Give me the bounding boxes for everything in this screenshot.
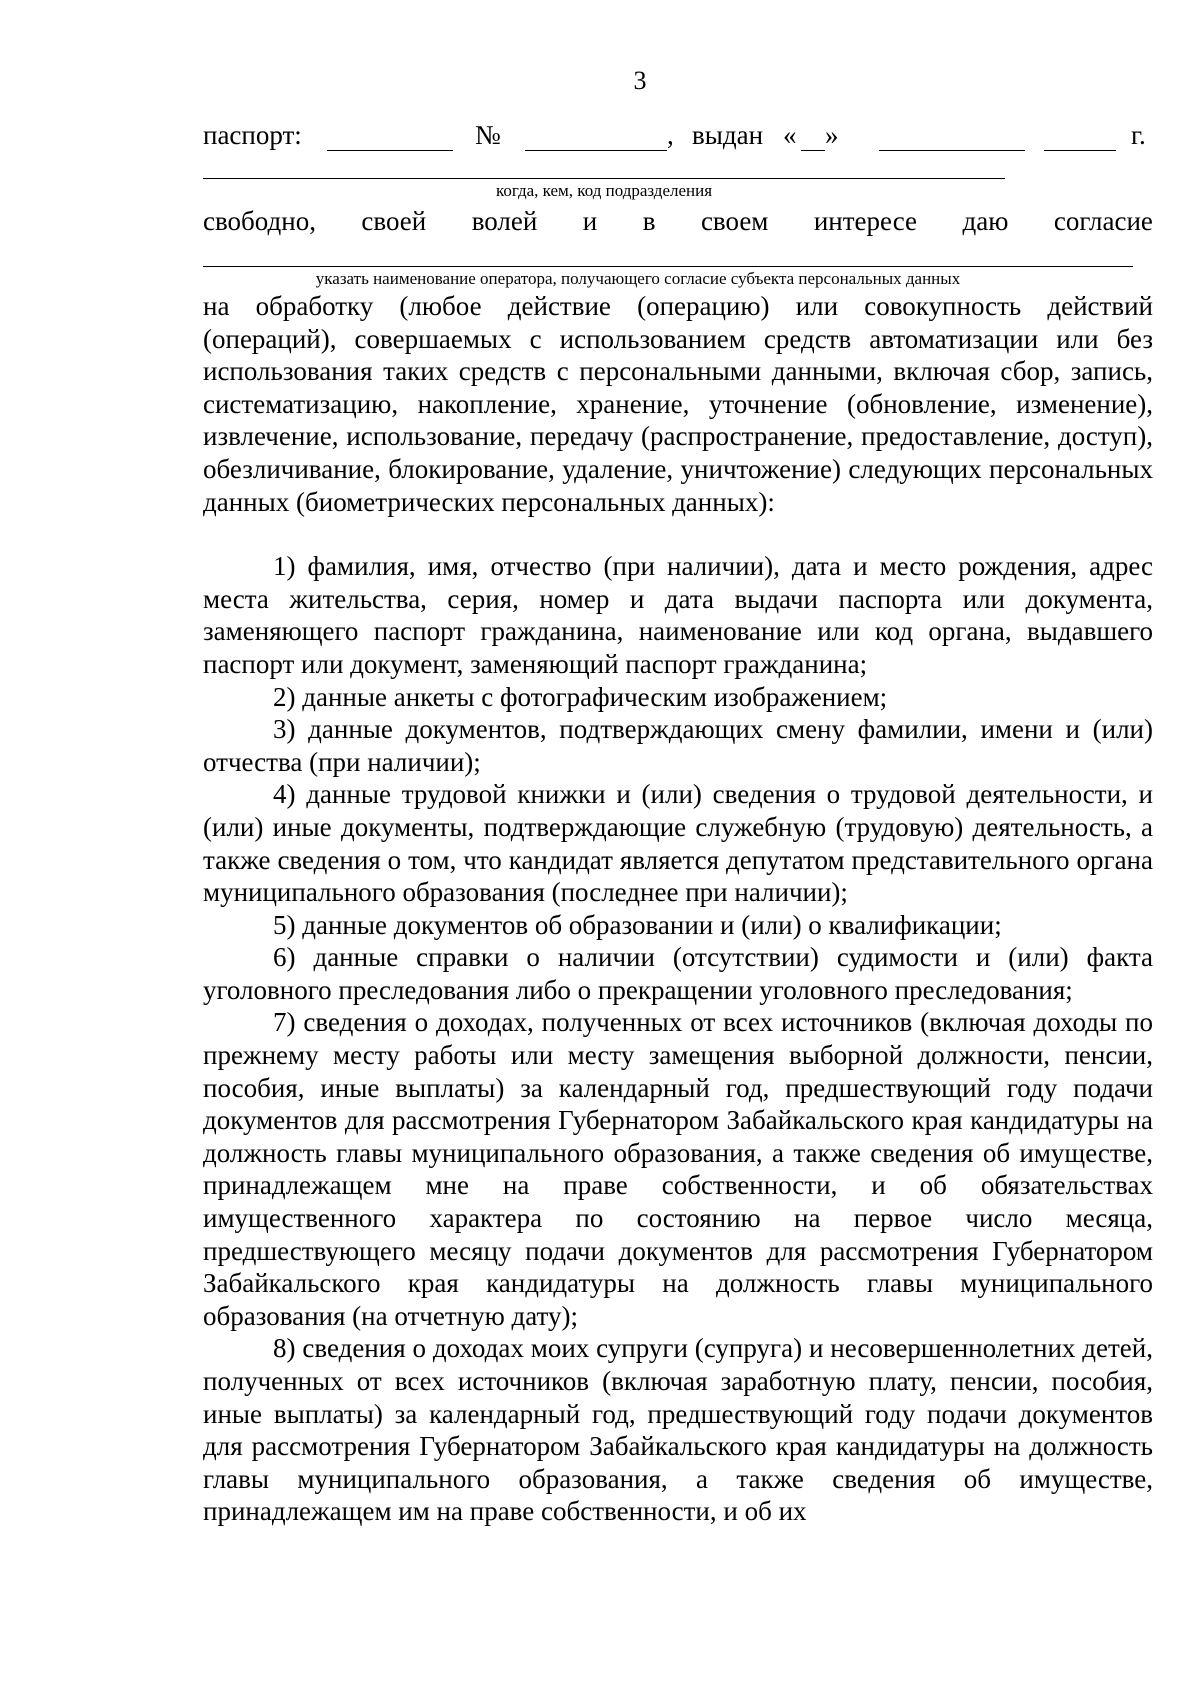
consent-word: волей xyxy=(471,206,538,236)
paragraph-gap xyxy=(203,518,1153,550)
year-suffix: г. xyxy=(1131,120,1146,150)
intro-paragraph: на обработку (любое действие (операцию) или совокупность действий (операций), совершаемых с использованием средств автоматизации или без использования таких средств с персональными данными, включая сбор, запись, систематизацию, накопление, хранение, уточнение (обновление, изменение), извлечение, использование, передачу (распространение, предоставление, доступ), обезличивание, блокирование, удаление, уничтожение) следующих персональных данных (биометрических персональных данных): xyxy=(203,291,1153,517)
consent-word: даю xyxy=(962,206,1009,236)
consent-line xyxy=(203,203,1153,239)
quote-close: » xyxy=(825,120,839,150)
operator-line xyxy=(203,266,1133,267)
consent-word: согласие xyxy=(1053,206,1153,236)
list-item: 1) фамилия, имя, отчество (при наличии), дата и место рождения, адрес места жительства, серия, номер и дата выдачи паспорта или документа, заменяющего паспорт гражданина, наименование или код органа, выдавшего паспорт или документ, заменяющий паспорт гражданина; xyxy=(203,551,1153,679)
list-item: 4) данные трудовой книжки и (или) сведения о трудовой деятельности, и (или) иные документы, подтверждающие служебную (трудовую) деятельность, а также сведения о том, что кандидат является депутатом представительного органа муниципального образования (последнее при наличии); xyxy=(203,779,1153,908)
passport-label: паспорт: xyxy=(203,120,302,150)
list-item: 8) сведения о доходах моих супруги (супруга) и несовершеннолетних детей, полученных от всех источников (включая заработную плату, пенсии, пособия, иные выплаты) за календарный год, предшествующий году подачи документов для рассмотрения Губернатором Забайкальского края кандидатуры на должность главы муниципального образования, а также сведения об имуществе, принадлежащем им на праве собственности, и об их xyxy=(203,1333,1153,1527)
issuer-caption: когда, кем, код подразделения xyxy=(495,181,713,200)
passport-series-blank xyxy=(327,150,453,151)
issued-label: выдан xyxy=(692,120,764,150)
consent-word: и xyxy=(582,206,598,236)
quote-open: « xyxy=(783,120,797,150)
consent-word: свободно, xyxy=(203,206,316,236)
page-number: 3 xyxy=(633,66,647,95)
passport-line xyxy=(203,115,1153,155)
consent-body xyxy=(203,290,1153,1528)
issuer-line xyxy=(203,178,1005,179)
consent-word: интересе xyxy=(813,206,917,236)
comma: , xyxy=(667,120,674,150)
list-item: 6) данные справки о наличии (отсутствии) судимости и (или) факта уголовного преследования либо о прекращении уголовного преследования; xyxy=(203,942,1153,1005)
list-item: 3) данные документов, подтверждающих смену фамилии, имени и (или) отчества (при наличии); xyxy=(203,714,1153,777)
list-item: 5) данные документов об образовании и (или) о квалификации; xyxy=(273,909,1002,940)
consent-word: в xyxy=(642,206,656,236)
issue-month-blank xyxy=(879,150,1025,151)
operator-caption: указать наименование оператора, получающего согласие субъекта персональных данных xyxy=(315,269,961,288)
list-item: 7) сведения о доходах, полученных от всех источников (включая доходы по прежнему месту работы или месту замещения выборной должности, пенсии, пособия, иные выплаты) за календарный год, предшествующий году подачи документов для рассмотрения Губернатором Забайкальского края кандидатуры на должность главы муниципального образования, а также сведения об имуществе, принадлежащем мне на праве собственности, и об обязательствах имущественного характера по состоянию на первое число месяца, предшествующего месяцу подачи документов для рассмотрения Губернатором Забайкальского края кандидатуры на должность главы муниципального образования (на отчетную дату); xyxy=(203,1007,1153,1331)
passport-number-blank xyxy=(525,150,667,151)
issue-day-blank xyxy=(801,150,825,151)
consent-word: своей xyxy=(361,206,427,236)
issue-year-blank xyxy=(1044,150,1116,151)
consent-word: своем xyxy=(700,206,769,236)
list-item: 2) данные анкеты с фотографическим изображением; xyxy=(273,681,888,712)
number-sign: № xyxy=(475,120,501,150)
